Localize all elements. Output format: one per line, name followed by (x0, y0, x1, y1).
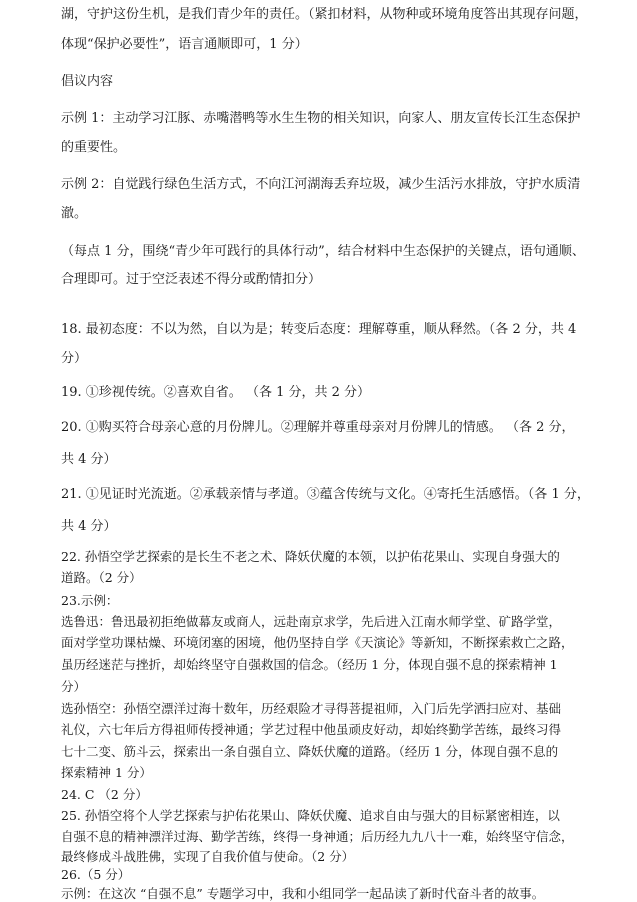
text-line: 面对学堂功课枯燥、环境闭塞的困境，他仍坚持自学《天演论》等新知，不断探索救亡之路， (61, 635, 574, 650)
text-line: 的重要性。 (61, 140, 127, 155)
text-line: 选孙悟空：孙悟空漂洋过海十数年，历经艰险才寻得菩提祖师，入门后先学洒扫应对、基础 (61, 701, 562, 716)
answer-18: 18. 最初态度：不以为然，自以为是；转变后态度：理解尊重，顺从释然。（各 2 分，共 4 (61, 322, 577, 337)
answer-19: 19. ①珍视传统。②喜欢自省。 （各 1 分，共 2 分） (61, 385, 371, 400)
answer-23: 23.示例： (61, 593, 119, 608)
text-line: 合理即可。过于空泛表述不得分或酌情扣分） (61, 272, 322, 287)
answer-26: 26.（5 分） (61, 867, 131, 882)
text-line: 分） (61, 351, 88, 366)
text-line: 自强不息的精神漂洋过海、勤学苦练，终得一身神通；后历经九九八十一难，始终坚守信念， (61, 829, 574, 844)
text-line: 共 4 分） (61, 519, 117, 534)
text-line: 七十二变、筋斗云，探索出一条自强自立、降妖伏魔的道路。（经历 1 分，体现自强不息的 (61, 744, 559, 759)
text-line: 示例：在这次 “自强不息” 专题学习中，我和小组同学一起品读了新时代奋斗者的故事。 (61, 886, 545, 901)
text-line: （每点 1 分，围绕“青少年可践行的具体行动”，结合材料中生态保护的关键点，语句通顺、 (61, 244, 585, 259)
text-line: 选鲁迅：鲁迅最初拒绝做幕友或商人，远赴南京求学，先后进入江南水师学堂、矿路学堂， (61, 614, 562, 629)
text-line: 示例 2：自觉践行绿色生活方式，不向江河湖海丢弃垃圾，减少生活污水排放，守护水质清 (61, 177, 581, 192)
text-line: 最终修成斗战胜佛，实现了自我价值与使命。（2 分） (61, 849, 355, 864)
section-heading: 倡议内容 (61, 74, 114, 89)
text-line: 礼仪，六七年后方得祖师传授神通；学艺过程中他虽顽皮好动，却始终勤学苦练，最终习得 (61, 722, 562, 737)
text-line: 探索精神 1 分） (61, 765, 152, 780)
text-line: 示例 1：主动学习江豚、赤嘴潜鸭等水生生物的相关知识，向家人、朋友宣传长江生态保护 (61, 111, 581, 126)
answer-22: 22. 孙悟空学艺探索的是长生不老之术、降妖伏魔的本领，以护佑花果山、实现自身强大的 (61, 549, 560, 564)
text-line: 体现“保护必要性”，语言通顺即可，1 分） (61, 37, 308, 52)
text-line: 澈。 (61, 206, 88, 221)
text-line: 共 4 分） (61, 452, 117, 467)
answer-24: 24. C （2 分） (61, 787, 148, 802)
text-line: 道路。（2 分） (61, 570, 142, 585)
text-line: 分） (61, 679, 87, 694)
answer-21: 21. ①见证时光流逝。②承载亲情与孝道。③蕴含传统与文化。④寄托生活感悟。（各 1 分， (61, 487, 590, 502)
text-line: 湖，守护这份生机，是我们青少年的责任。（紧扣材料，从物种或环境角度答出其现存问题， (61, 7, 588, 22)
answer-20: 20. ①购买符合母亲心意的月份牌儿。②理解并尊重母亲对月份牌儿的情感。 （各 2 分， (61, 420, 575, 435)
text-line: 虽历经迷茫与挫折，却始终坚守自强救国的信念。（经历 1 分，体现自强不息的探索精神 1 (61, 657, 558, 672)
answer-25: 25. 孙悟空将个人学艺探索与护佑花果山、降妖伏魔、追求自由与强大的目标紧密相连，以 (61, 808, 560, 823)
